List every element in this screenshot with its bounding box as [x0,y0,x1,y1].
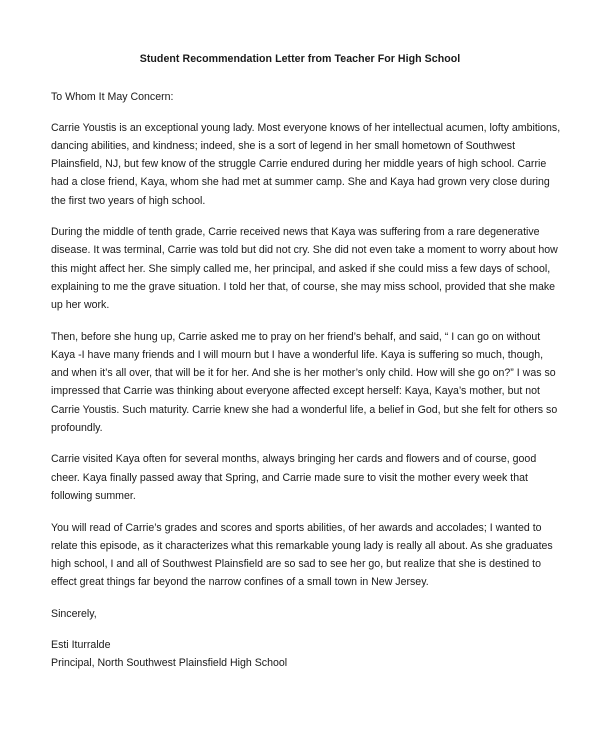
letter-title: Student Recommendation Letter from Teacher For High School [139,53,461,65]
salutation: To Whom It May Concern: [51,91,174,103]
paragraph-5: You will read of Carrie’s grades and scores and sports abilities, of her awards and accolades; I wanted to relate this episode, as it characterizes what this remarkable young lady is really all about. As she graduates high school, I and all of Southwest Plainsfield are so sad to see her go, but realize that she is destined to effect great things far beyond the narrow confines of a small town in New Jersey. [51,521,553,589]
letter-body [51,88,563,672]
signature-title: Principal, North Southwest Plainsfield High School [51,657,288,670]
signature-name: Esti Iturralde [51,639,111,652]
paragraph-2: During the middle of tenth grade, Carrie received news that Kaya was suffering from a rare degenerative disease. It was terminal, Carrie was told but did not cry. She did not even take a moment to worry about how this might affect her. She simply called me, her principal, and asked if she could miss a few days of school, explaining to me the grave situation. I told her that, of course, she may miss school, provided that she make up her work. [51,226,558,312]
paragraph-1: Carrie Youstis is an exceptional young lady. Most everyone knows of her intellectual acumen, lofty ambitions, dancing abilities, and kindness; indeed, she is a sort of legend in her small hometown of Southwest Plainsfield, NJ, but few know of the struggle Carrie endured during her middle years of high school. Carrie had a close friend, Kaya, whom she had met at summer camp. She and Kaya had grown very close during the first two years of high school. [51,121,561,207]
signature-block [51,636,563,672]
paragraph-3: Then, before she hung up, Carrie asked me to pray on her friend’s behalf, and said, “ I can go on without Kaya -I have many friends and I will mourn but I have a wonderful life. Kaya is suffering so much, though, and when it’s all over, that will be it for her. And she is her mother’s only child. How will she go on?” I was so impressed that Carrie was thinking about everyone affected except herself: Kaya, Kaya’s mother, but not Carrie Youstis. Such maturity. Carrie knew she had a wonderful life, a belief in God, but she felt for others so profoundly. [51,330,558,434]
closing: Sincerely, [51,607,97,620]
paragraph-4: Carrie visited Kaya often for several months, always bringing her cards and flowers and of course, good cheer. Kaya finally passed away that Spring, and Carrie made sure to visit the mother every week that following summer. [51,453,537,502]
